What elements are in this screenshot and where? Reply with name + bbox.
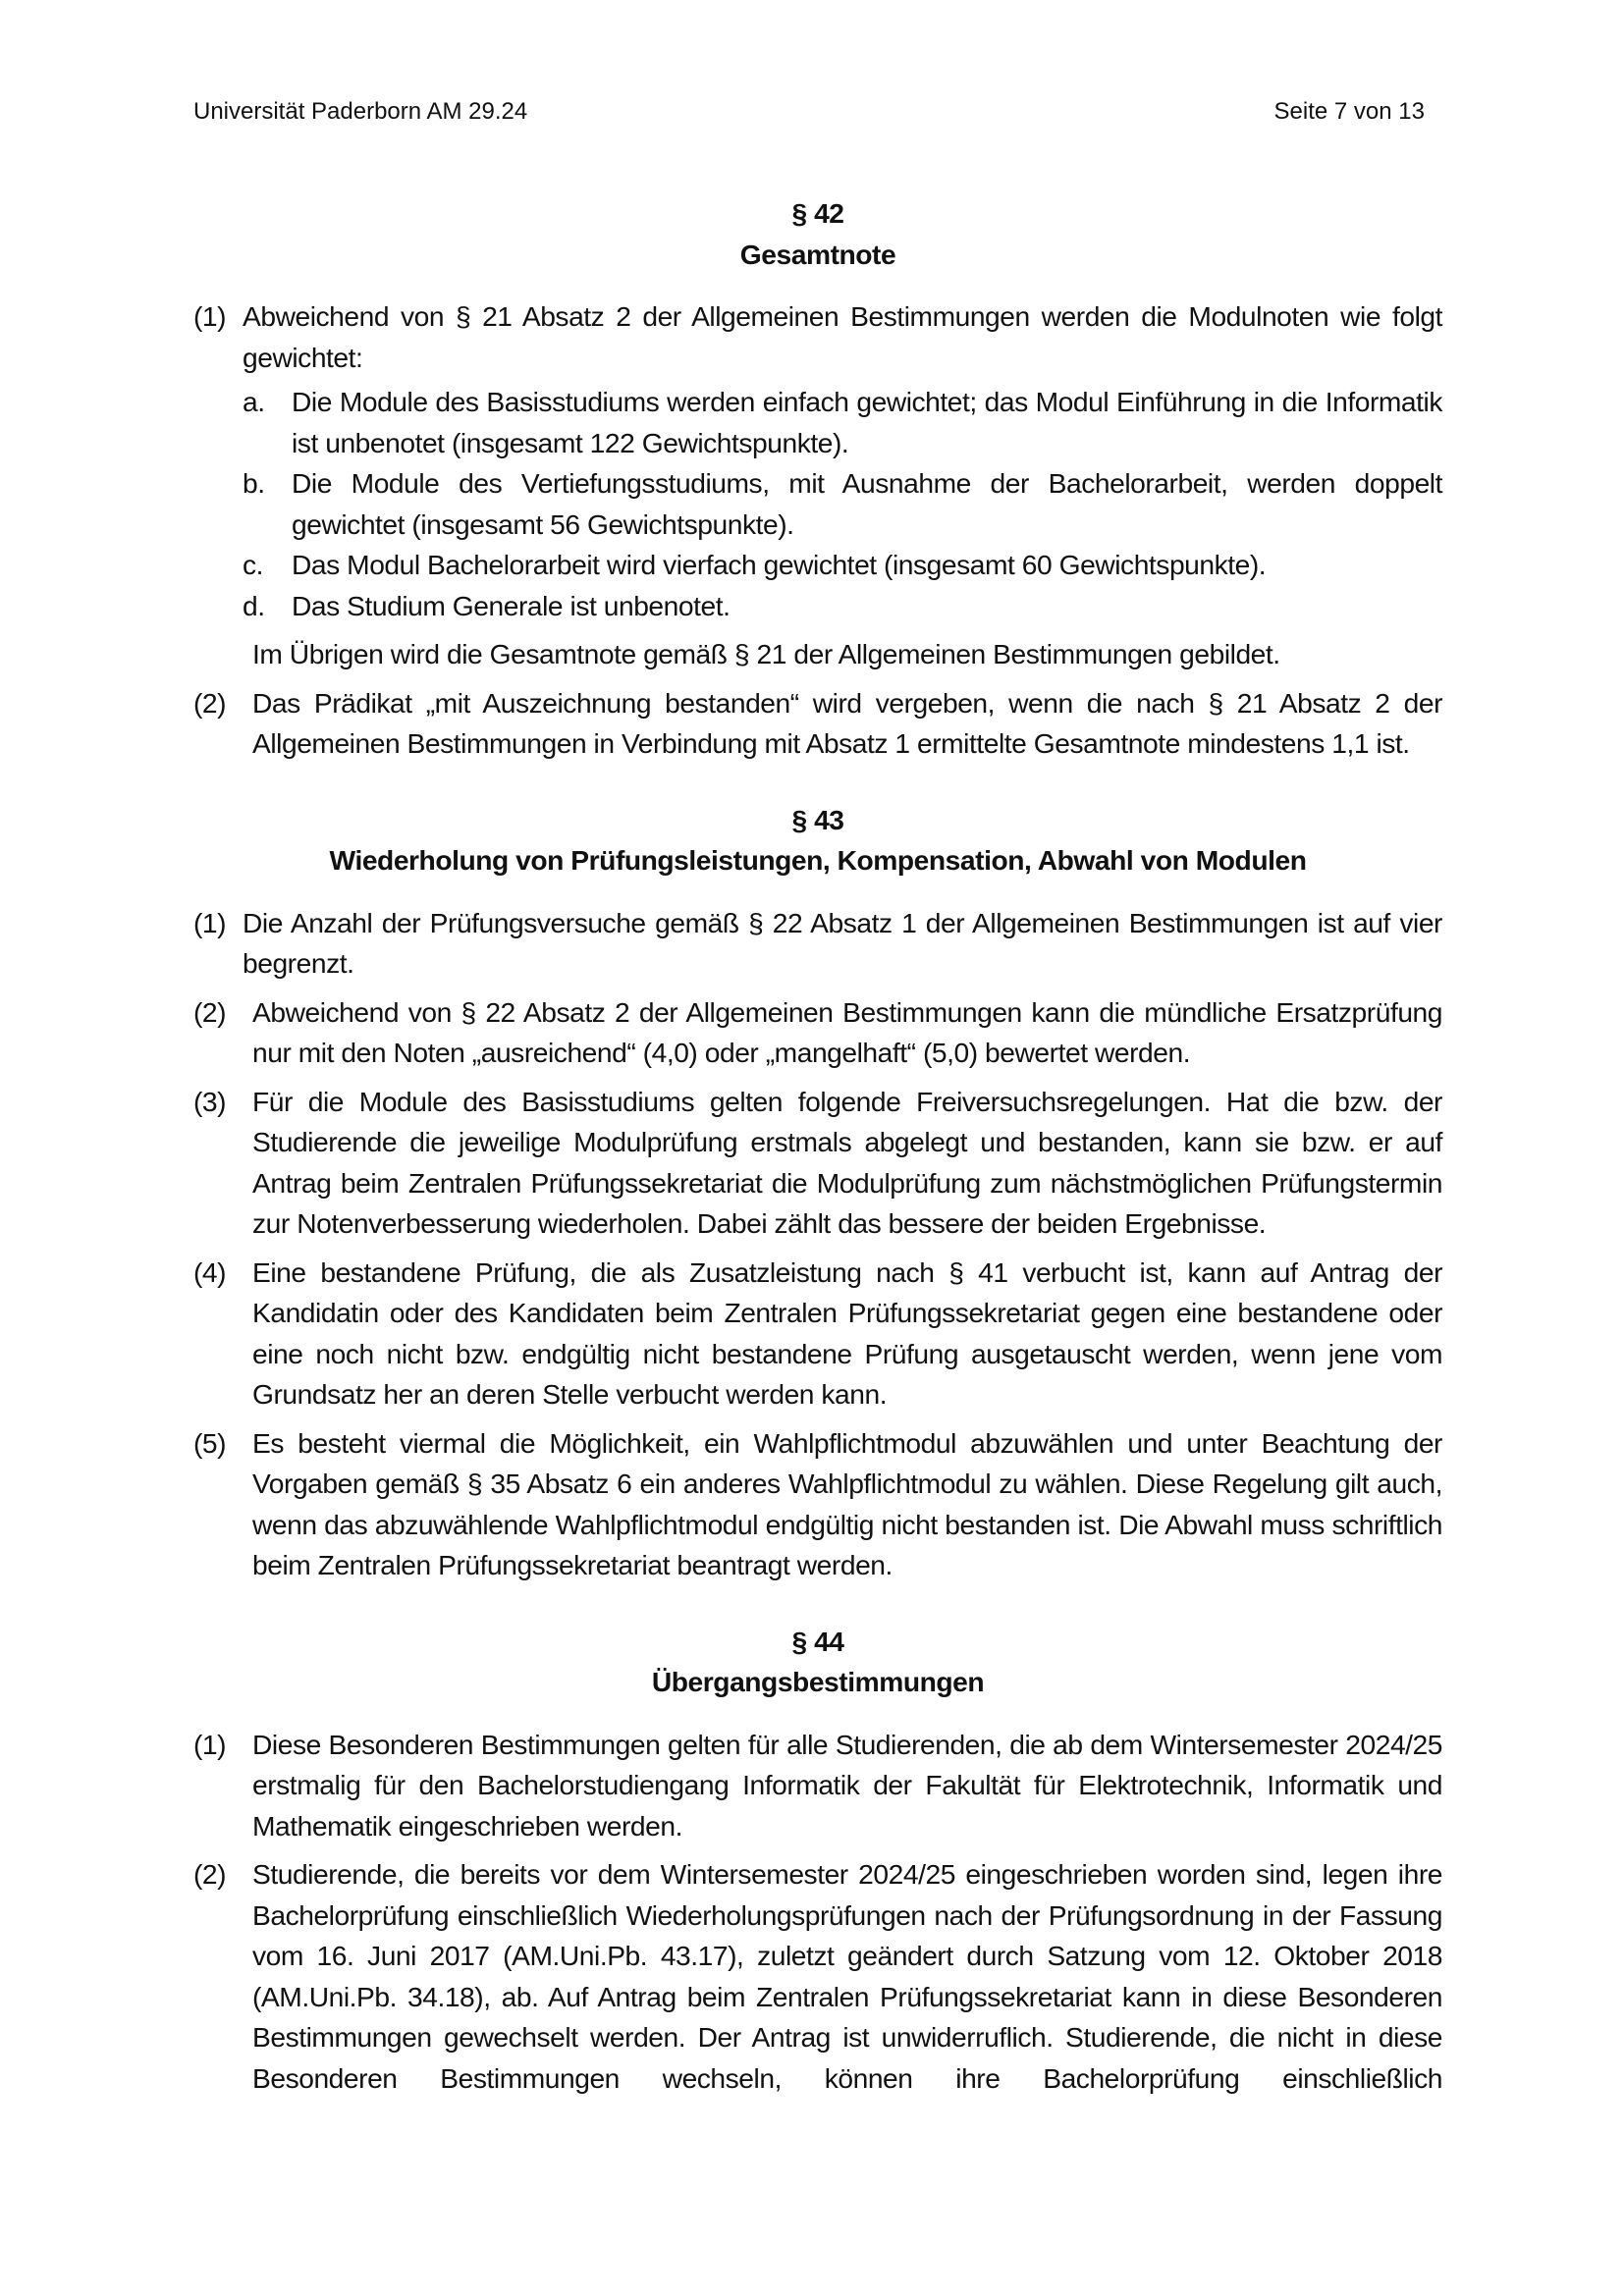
header-page-number: Seite 7 von 13 (1273, 98, 1425, 125)
list-item-text: Das Modul Bachelorarbeit wird vierfach gewichtet (insgesamt 60 Gewichtspunkte). (292, 549, 1267, 580)
paragraph-number: (1) (193, 300, 227, 332)
section-43 (193, 800, 1442, 1586)
list-item (243, 586, 1442, 627)
paragraph (193, 296, 1442, 378)
section-number: § 44 (791, 1625, 844, 1657)
paragraph-text: Die Anzahl der Prüfungsversuche gemäß § 22 Absatz 1 der Allgemeinen Bestimmungen ist auf vier begrenzt. (243, 906, 1442, 979)
paragraph-number: (2) (193, 686, 227, 719)
paragraph-text: Studierende, die bereits vor dem Wintersemester 2024/25 eingeschrieben worden sind, legen ihre Bachelorprüfung einschließlich Wiederholungsprüfungen nach der Prüfungsordnung in der Fassung vom 16. Juni 2017 (AM.Uni.Pb. 43.17), zuletzt geändert durch Satzung vom 12. Oktober 2018 (AM.Uni.Pb. 34.18), ab. Auf Antrag beim Zentralen Prüfungssekretariat kann in diese Besonderen Bestimmungen gewechselt werden. Der Antrag ist unwiderruflich. Studierende, die nicht in diese Besonderen Bestimmungen wechseln, können ihre Bachelorprüfung einschließlich (252, 1858, 1442, 2094)
paragraph-note: Im Übrigen wird die Gesamtnote gemäß § 21 der Allgemeinen Bestimmungen gebildet. (252, 638, 1280, 669)
list-item (243, 545, 1442, 586)
paragraph-text: Eine bestandene Prüfung, die als Zusatzleistung nach § 41 verbucht ist, kann auf Antrag der Kandidatin oder des Kandidaten beim Zentralen Prüfungssekretariat gegen eine bestandene oder eine noch nicht bzw. endgültig nicht bestandene Prüfung ausgetauscht werden, wenn jene vom Grundsatz her an deren Stelle verbucht werden kann. (252, 1255, 1442, 1410)
document-body (193, 193, 1442, 2099)
list-item-letter: a. (243, 386, 265, 417)
section-title: Übergangsbestimmungen (651, 1666, 985, 1697)
list-item-text: Die Module des Vertiefungsstudiums, mit Ausnahme der Bachelorarbeit, werden doppelt gewichtet (insgesamt 56 Gewichtspunkte). (292, 467, 1442, 540)
list-item (243, 382, 1442, 463)
paragraph-number: (3) (193, 1085, 227, 1117)
paragraph (193, 683, 1442, 765)
section-title: Wiederholung von Prüfungsleistungen, Kompensation, Abwahl von Modulen (329, 844, 1307, 876)
paragraph (193, 992, 1442, 1074)
paragraph-text: Abweichend von § 22 Absatz 2 der Allgemeinen Bestimmungen kann die mündliche Ersatzprüfung nur mit den Noten „ausreichend“ (4,0) oder „mangelhaft“ (5,0) bewertet werden. (252, 995, 1442, 1068)
section-number: § 43 (791, 803, 844, 835)
section-44 (193, 1622, 1442, 2100)
section-title: Gesamtnote (739, 238, 896, 270)
section-paragraphs (193, 903, 1442, 1586)
paragraph-text: Abweichend von § 21 Absatz 2 der Allgemeinen Bestimmungen werden die Modulnoten wie folgt gewichtet: (243, 300, 1442, 373)
paragraph-number: (4) (193, 1255, 227, 1288)
list-item (243, 463, 1442, 545)
list-item-text: Die Module des Basisstudiums werden einfach gewichtet; das Modul Einführung in die Informatik ist unbenotet (insgesamt 122 Gewichtspunkte). (292, 386, 1442, 458)
paragraph-text: Das Prädikat „mit Auszeichnung bestanden“ wird vergeben, wenn die nach § 21 Absatz 2 der Allgemeinen Bestimmungen in Verbindung mit Absatz 1 ermittelte Gesamtnote mindestens 1,1 ist. (252, 686, 1442, 759)
list-item-letter: b. (243, 467, 265, 499)
section-paragraphs (193, 296, 1442, 765)
paragraph (193, 1423, 1442, 1586)
paragraph (193, 1854, 1442, 2099)
paragraph-number: (5) (193, 1426, 227, 1459)
paragraph-number: (2) (193, 995, 227, 1028)
section-42 (193, 193, 1442, 765)
section-number: § 42 (791, 197, 844, 229)
paragraph (193, 903, 1442, 985)
paragraph-text: Es besteht viermal die Möglichkeit, ein Wahlpflichtmodul abzuwählen und unter Beachtung der Vorgaben gemäß § 35 Absatz 6 ein anderes Wahlpflichtmodul zu wählen. Diese Regelung gilt auch, wenn das abzuwählende Wahlpflichtmodul endgültig nicht bestanden ist. Die Abwahl muss schriftlich beim Zentralen Prüfungssekretariat beantragt werden. (252, 1426, 1442, 1580)
paragraph-text: Für die Module des Basisstudiums gelten folgende Freiversuchsregelungen. Hat die bzw. der Studierende die jeweilige Modulprüfung erstmals abgelegt und bestanden, kann sie bzw. er auf Antrag beim Zentralen Prüfungssekretariat die Modulprüfung zum nächstmöglichen Prüfungstermin zur Notenverbesserung wiederholen. Dabei zählt das bessere der beiden Ergebnisse. (252, 1085, 1442, 1239)
list-item-text: Das Studium Generale ist unbenotet. (292, 589, 731, 621)
paragraph-number: (1) (193, 906, 227, 938)
paragraph (193, 1725, 1442, 1847)
header-publication: Universität Paderborn AM 29.24 (193, 98, 528, 125)
paragraph-text: Diese Besonderen Bestimmungen gelten für alle Studierenden, die ab dem Wintersemester 2024/25 erstmalig für den Bachelorstudiengang Informatik der Fakultät für Elektrotechnik, Informatik und Mathematik eingeschrieben werden. (252, 1728, 1442, 1842)
paragraph (193, 1253, 1442, 1415)
paragraph-number: (1) (193, 1728, 227, 1760)
list-item-letter: d. (243, 589, 265, 621)
list-item-letter: c. (243, 549, 264, 580)
paragraph-number: (2) (193, 1858, 227, 1890)
paragraph (193, 1082, 1442, 1245)
weighting-list (193, 382, 1442, 626)
section-paragraphs (193, 1725, 1442, 2100)
